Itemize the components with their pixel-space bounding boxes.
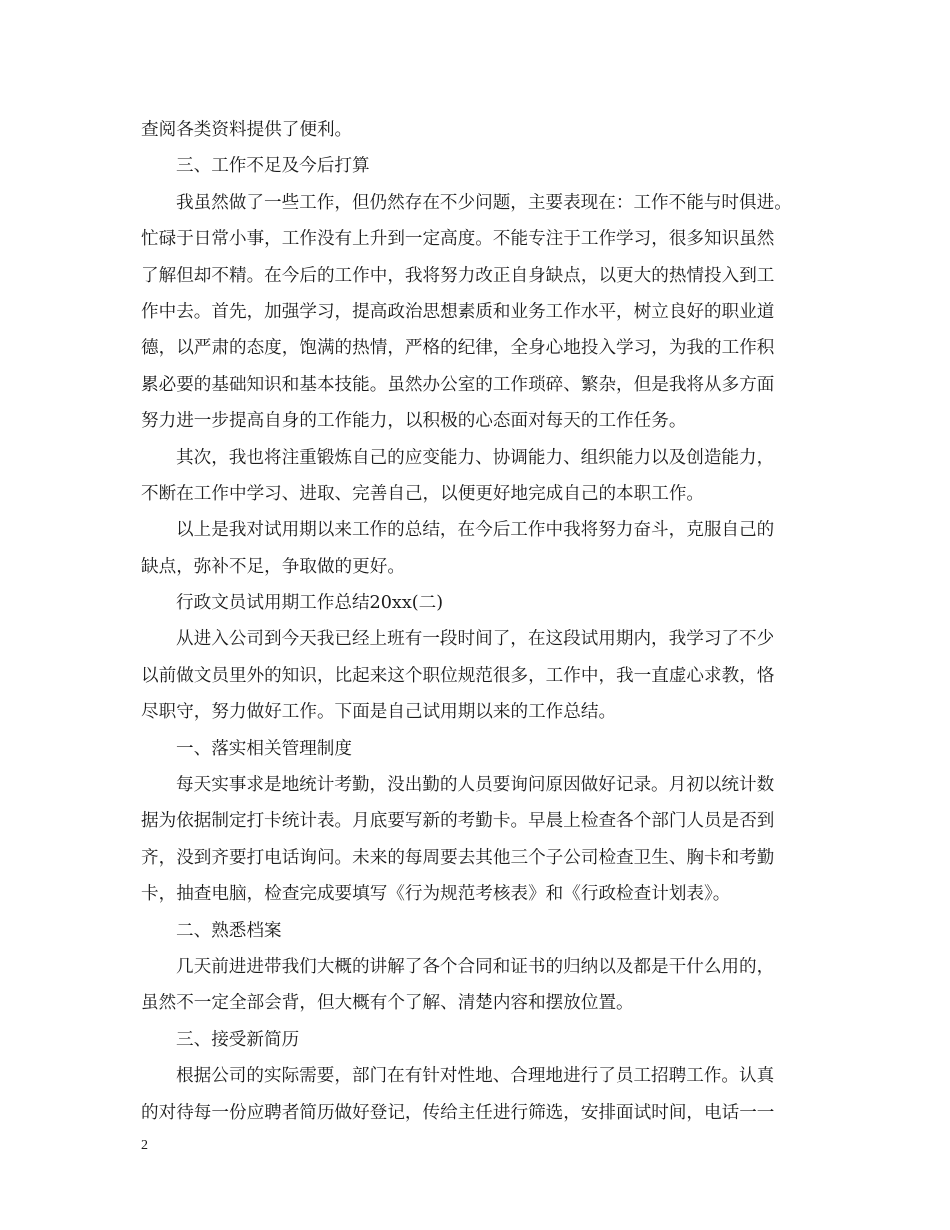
text-line: 其次，我也将注重锻炼自己的应变能力、协调能力、组织能力以及创造能力， (176, 447, 775, 468)
text-line: 尽职守，努力做好工作。下面是自己试用期以来的工作总结。 (141, 702, 617, 723)
text-line: 缺点，弥补不足，争取做的更好。 (141, 556, 405, 577)
text-line: 据为依据制定打卡统计表。月底要写新的考勤卡。早晨上检查各个部门人员是否到 (141, 811, 775, 832)
text-line: 查阅各类资料提供了便利。 (141, 120, 353, 140)
text-line: 一、落实相关管理制度 (176, 738, 352, 759)
text-line: 努力进一步提高自身的工作能力，以积极的心态面对每天的工作任务。 (141, 411, 687, 432)
text-line: 忙碌于日常小事，工作没有上升到一定高度。不能专注于工作学习，很多知识虽然 (141, 229, 775, 250)
document-body (141, 112, 821, 1131)
text-line: 以上是我对试用期以来工作的总结，在今后工作中我将努力奋斗，克服自己的 (176, 520, 775, 541)
page-number: 2 (141, 1138, 148, 1153)
text-line: 不断在工作中学习、进取、完善自己，以便更好地完成自己的本职工作。 (141, 483, 705, 504)
text-line: 卡，抽查电脑，检查完成要填写《行为规范考核表》和《行政检查计划表》。 (141, 884, 731, 905)
text-line: 二、熟悉档案 (176, 920, 282, 941)
text-line: 累必要的基础知识和基本技能。虽然办公室的工作琐碎、繁杂，但是我将从多方面 (141, 374, 775, 395)
text-line: 根据公司的实际需要，部门在有针对性地、合理地进行了员工招聘工作。认真 (176, 1066, 775, 1087)
text-line: 的对待每一份应聘者简历做好登记，传给主任进行筛选，安排面试时间，电话一一 (141, 1102, 775, 1123)
text-line: 作中去。首先，加强学习，提高政治思想素质和业务工作水平，树立良好的职业道 (141, 301, 775, 322)
text-line: 从进入公司到今天我已经上班有一段时间了，在这段试用期内，我学习了不少 (176, 629, 775, 650)
text-line: 齐，没到齐要打电话询问。未来的每周要去其他三个子公司检查卫生、胸卡和考勤 (141, 847, 775, 868)
text-line: 几天前进进带我们大概的讲解了各个合同和证书的归纳以及都是干什么用的， (176, 956, 775, 977)
text-line: 三、接受新简历 (176, 1029, 300, 1050)
text-line: 了解但却不精。在今后的工作中，我将努力改正自身缺点，以更大的热情投入到工 (141, 265, 775, 286)
text-line: 行政文员试用期工作总结20xx(二) (176, 593, 444, 614)
text-line: 以前做文员里外的知识，比起来这个职位规范很多，工作中，我一直虚心求教，恪 (141, 665, 775, 686)
text-line: 我虽然做了一些工作，但仍然存在不少问题，主要表现在：工作不能与时俱进。 (176, 192, 792, 213)
text-line: 每天实事求是地统计考勤，没出勤的人员要询问原因做好记录。月初以统计数 (176, 775, 775, 796)
text-line: 三、工作不足及今后打算 (176, 156, 370, 177)
text-line: 德，以严肃的态度，饱满的热情，严格的纪律，全身心地投入学习，为我的工作积 (141, 338, 775, 359)
text-line: 虽然不一定全部会背，但大概有个了解、清楚内容和摆放位置。 (141, 993, 634, 1014)
